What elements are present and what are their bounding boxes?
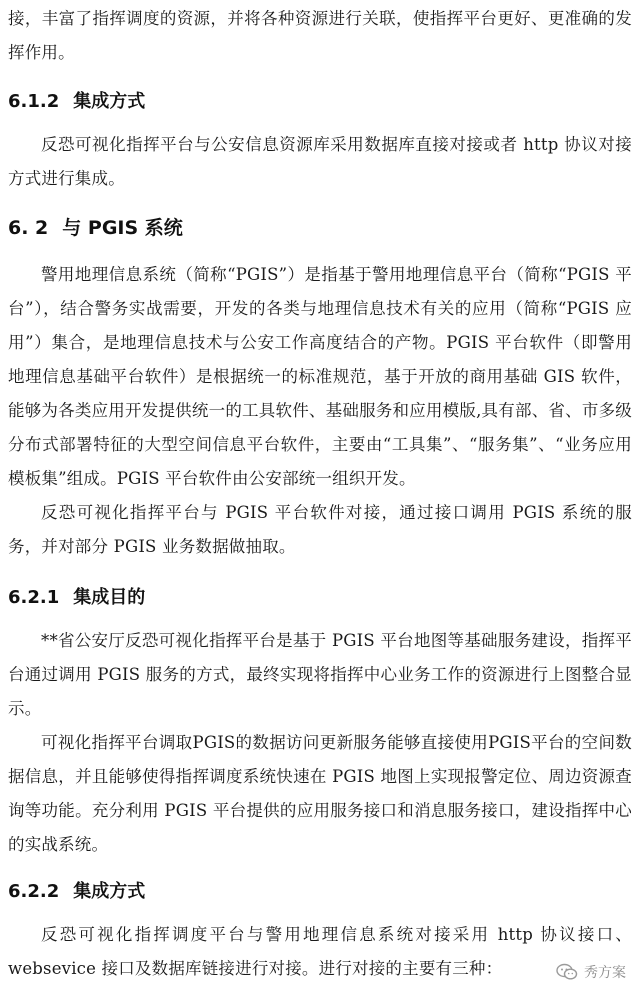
watermark-text: 秀方案 bbox=[584, 965, 626, 981]
heading-6-2-1 bbox=[8, 586, 145, 610]
heading-title: 集成目的 bbox=[73, 587, 146, 608]
heading-6-2-2 bbox=[8, 880, 145, 904]
paragraph-integration-purpose: **省公安厅反恐可视化指挥平台是基于 PGIS 平台地图等基础服务建设，指挥平台通过调用 PGIS 服务的方式，最终实现将指挥中心业务工作的资源进行上图整合显示。 bbox=[8, 631, 632, 718]
heading-number: 6.2.2 bbox=[8, 881, 60, 902]
heading-6-1-2 bbox=[8, 90, 145, 114]
heading-number: 6.2.1 bbox=[8, 587, 60, 608]
paragraph-pgis-docking: 反恐可视化指挥平台与 PGIS 平台软件对接，通过接口调用 PGIS 系统的服务，并对部分 PGIS 业务数据做抽取。 bbox=[8, 503, 632, 556]
watermark bbox=[556, 962, 626, 982]
paragraph-pgis-definition: 警用地理信息系统（简称“PGIS”）是指基于警用地理信息平台（简称“PGIS 平台”），结合警务实战需要，开发的各类与地理信息技术有关的应用（简称“PGIS 应用”）集合，是地理信息技术与公安工作高度结合的产物。PGIS 平台软件（即警用地理信息基础平台软件）是根据统一的标准规范，基于开放的商用基础 GIS 软件，能够为各类应用开发提供统一的工具软件、基础服务和应用模版,具有部、省、市多级分布式部署特征的大型空间信息平台软件，主要由“工具集”、“服务集”、“业务应用模板集”组成。PGIS 平台软件由公安部统一组织开发。 bbox=[8, 265, 632, 488]
heading-title: 集成方式 bbox=[73, 881, 146, 902]
heading-title: 集成方式 bbox=[73, 91, 146, 112]
paragraph-integration-method: 反恐可视化指挥平台与公安信息资源库采用数据库直接对接或者 http 协议对接方式进行集成。 bbox=[8, 135, 632, 188]
heading-6-2 bbox=[8, 216, 183, 240]
heading-title: 与 PGIS 系统 bbox=[62, 217, 183, 239]
heading-number: 6. 2 bbox=[8, 217, 49, 239]
paragraph-pgis-services: 可视化指挥平台调取PGIS的数据访问更新服务能够直接使用PGIS平台的空间数据信息，并且能够使得指挥调度系统快速在 PGIS 地图上实现报警定位、周边资源查询等功能。充分利用 PGIS 平台提供的应用服务接口和消息服务接口，建设指挥中心的实战系统。 bbox=[8, 733, 632, 854]
paragraph-docking-methods: 反恐可视化指挥调度平台与警用地理信息系统对接采用 http 协议接口、websevice 接口及数据库链接进行对接。进行对接的主要有三种： bbox=[8, 925, 632, 978]
paragraph-resources: 接，丰富了指挥调度的资源，并将各种资源进行关联，使指挥平台更好、更准确的发挥作用。 bbox=[8, 9, 632, 62]
wechat-icon bbox=[556, 963, 578, 981]
heading-number: 6.1.2 bbox=[8, 91, 60, 112]
